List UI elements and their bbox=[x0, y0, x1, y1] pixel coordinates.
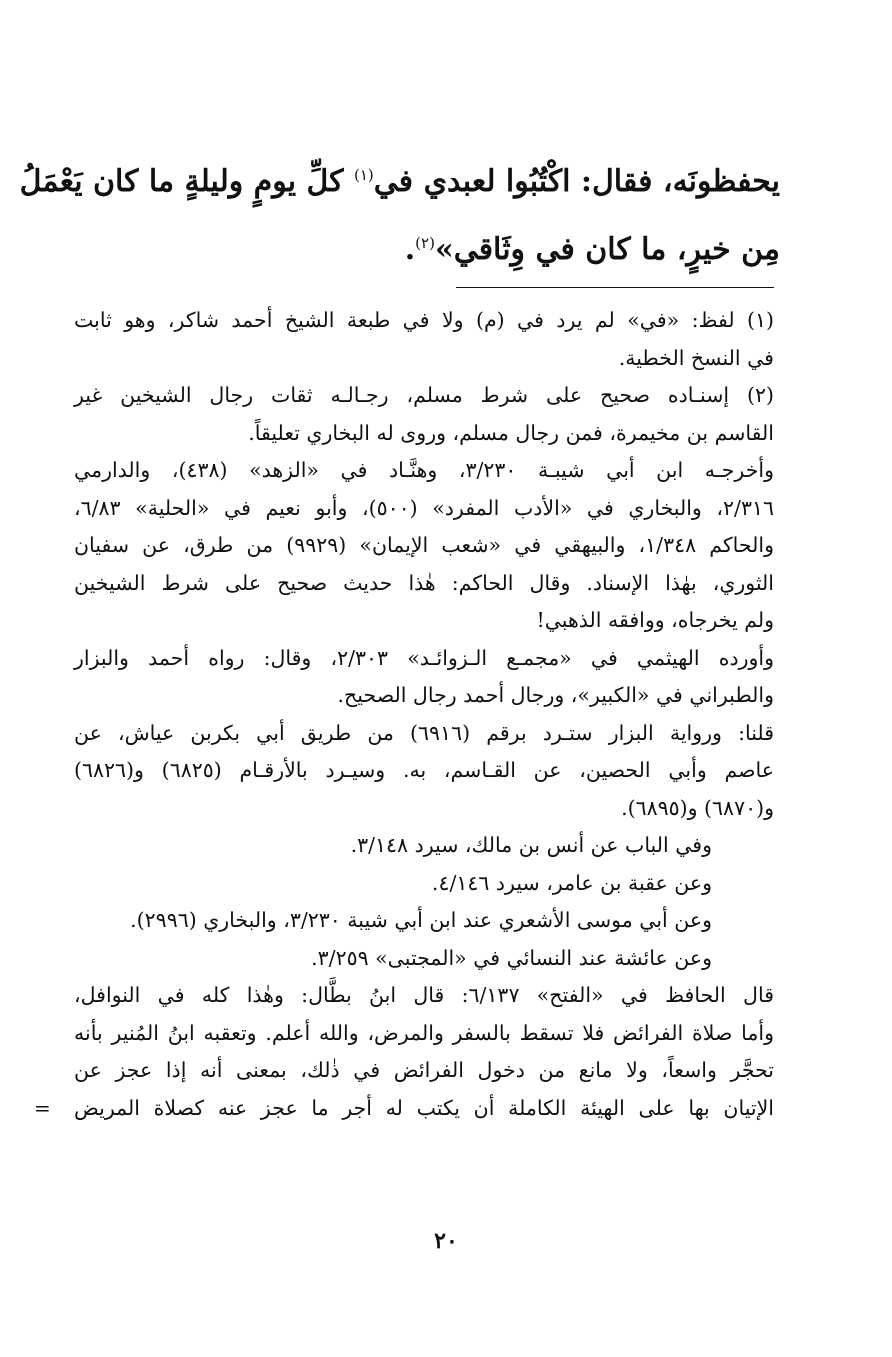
hadith-line-2 bbox=[80, 216, 780, 284]
footnote-line: تحجَّر واسعاً، ولا مانع من دخول الفرائض في ذٰلك، بمعنى أنه إذا عجز عن bbox=[74, 1058, 774, 1082]
footnote-ref-2: (٢) bbox=[415, 234, 435, 252]
footnote-line: القاسم بن مخيمرة، فمن رجال مسلم، وروى له البخاري تعليقاً. bbox=[248, 420, 774, 445]
footnote-line: وعن عقبة بن عامر، سيرد ٤/١٤٦. bbox=[431, 870, 712, 895]
footnote-line: قلنا: ورواية البزار ستـرد برقم (٦٩١٦) من طريق أبي بكربن عياش، عن bbox=[74, 720, 775, 745]
footnote-line: (٢) إسنـاده صحيح على شرط مسلم، رجـالـه ثقات رجال الشيخين غير bbox=[74, 383, 774, 407]
footnote-line: والحاكم ١/٣٤٨، والبيهقي في «شعب الإيمان» (٩٩٢٩) من طرق، عن سفيان bbox=[74, 533, 774, 557]
hadith-line-2-part-a: مِن خيرٍ، ما كان في وِثَاقي» bbox=[434, 232, 780, 267]
footnote-line: الثوري، بهٰذا الإسناد. وقال الحاكم: هٰذا حديث صحيح على شرط الشيخين bbox=[74, 570, 774, 595]
hadith-line-1-part-a: يحفظونَه، فقال: اكْتُبُوا لعبدي في bbox=[373, 164, 780, 199]
footnote-line: و(٦٨٧٠) و(٦٨٩٥). bbox=[621, 795, 774, 820]
footnote-line: وعن أبي موسى الأشعري عند ابن أبي شيبة ٣/٢٣٠، والبخاري (٢٩٩٦). bbox=[130, 908, 712, 932]
footnote-line: وفي الباب عن أنس بن مالك، سيرد ٣/١٤٨. bbox=[350, 833, 712, 857]
hadith-line-1-part-b: كلِّ يومٍ وليلةٍ ما كان يَعْمَلُ bbox=[19, 164, 354, 199]
footnote-line: وأورده الهيثمي في «مجمـع الـزوائـد» ٢/٣٠٣، وقال: رواه أحمد والبزار bbox=[74, 645, 775, 670]
page-number: ٢٠ bbox=[434, 1228, 458, 1254]
footnotes bbox=[34, 302, 775, 1127]
hadith-line-2-part-b: . bbox=[404, 232, 416, 267]
footnote-line: والطبراني في «الكبير»، ورجال أحمد رجال الصحيح. bbox=[337, 683, 774, 707]
footnote-ref-1: (١) bbox=[354, 166, 374, 184]
footnote-line: وأخرجـه ابن أبي شيبـة ٣/٢٣٠، وهنَّـاد في «الزهد» (٤٣٨)، والدارمي bbox=[74, 458, 774, 482]
footnote-line: (١) لفظ: «في» لم يرد في (م) ولا في طبعة الشيخ أحمد شاكر، وهو ثابت bbox=[74, 308, 774, 332]
continuation-mark: = bbox=[34, 1095, 51, 1120]
footnote-line: في النسخ الخطية. bbox=[618, 345, 774, 370]
footnote-line: ٢/٣١٦، والبخاري في «الأدب المفرد» (٥٠٠)، وأبو نعيم في «الحلية» ٦/٨٣، bbox=[74, 495, 774, 520]
footnote-line-continued bbox=[34, 1090, 774, 1128]
footnote-line-text: الإتيان بها على الهيئة الكاملة أن يكتب له أجر ما عجز عنه كصلاة المريض bbox=[74, 1095, 774, 1120]
footnote-separator bbox=[456, 287, 774, 288]
footnote-line: وعن عائشة عند النسائي في «المجتبى» ٣/٢٥٩. bbox=[311, 945, 712, 970]
footnote-line: وأما صلاة الفرائض فلا تسقط بالسفر والمرض، والله أعلم. وتعقبه ابنُ المُنير بأنه bbox=[74, 1020, 774, 1045]
hadith-text bbox=[19, 148, 780, 284]
footnote-line: ولم يخرجاه، ووافقه الذهبي! bbox=[536, 608, 774, 632]
footnote-line: قال الحافظ في «الفتح» ٦/١٣٧: قال ابنُ بطَّال: وهٰذا كله في النوافل، bbox=[74, 983, 774, 1007]
footnote-line: عاصم وأبي الحصين، عن القـاسم، به. وسيـرد بالأرقـام (٦٨٢٥) و(٦٨٢٦) bbox=[74, 758, 774, 782]
hadith-line-1 bbox=[19, 148, 780, 216]
